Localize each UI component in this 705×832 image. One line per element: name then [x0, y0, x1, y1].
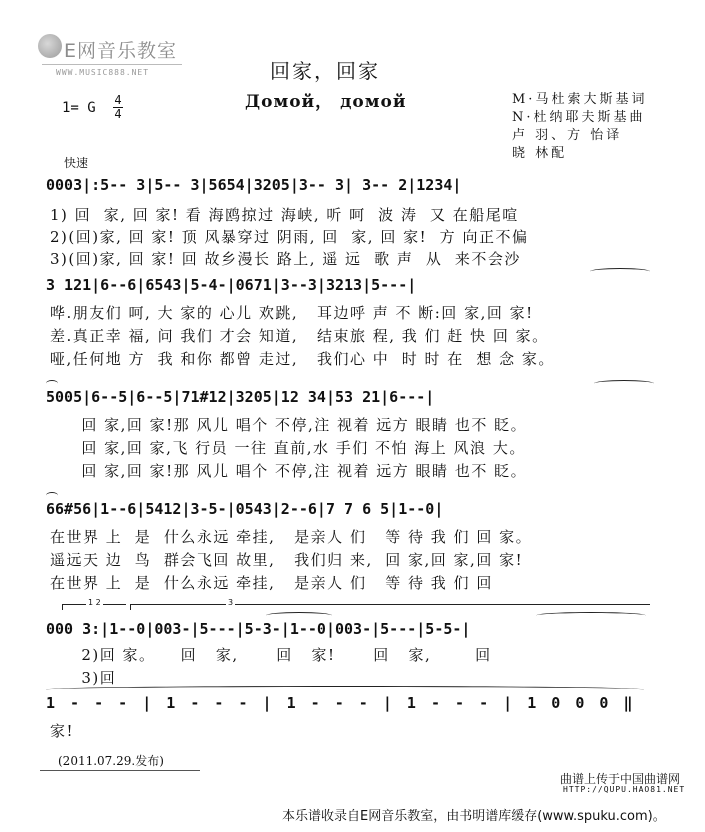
footer-divider	[40, 770, 200, 771]
volta-tick	[130, 604, 131, 610]
site-logo	[20, 28, 185, 80]
logo-url: WWW.MUSIC888.NET	[56, 68, 150, 77]
lyric-line: 家!	[50, 722, 75, 740]
lyric-line: 3)(回)家, 回 家! 回 故乡漫长 路上, 遥 远 歌 声 从 来不会沙	[50, 250, 521, 268]
lyric-line: 哗.朋友们 呵, 大 家的 心儿 欢跳, 耳边呼 声 不 断:回 家,回 家!	[50, 304, 534, 322]
tie-arc	[590, 268, 650, 275]
lyric-line: 在世界 上 是 什么永远 牵挂, 是亲人 们 等 待 我 们 回	[50, 574, 493, 592]
key-signature: 1= G	[62, 100, 96, 116]
tie-arc	[536, 612, 646, 619]
tempo-marking: 快速	[64, 156, 89, 170]
music-note-icon	[38, 34, 62, 58]
lyric-line: 哑,任何地 方 我 和你 都曾 走过, 我们心 中 时 时 在 想 念 家。	[50, 350, 555, 368]
tie-arc	[594, 380, 654, 387]
song-title: 回家，回家	[270, 59, 380, 83]
time-signature	[113, 94, 123, 121]
volta-bracket-3	[130, 604, 650, 605]
lyric-line: 回 家,回 家!那 风儿 唱个 不停,注 视着 远方 眼睛 也不 眨。	[50, 416, 528, 434]
notation-row-5: 000 3:|1--0|003-|5---|5-3-|1--0|003-|5---|5-5-|	[46, 620, 471, 638]
upload-url: HTTP://QUPU.HAO81.NET	[563, 785, 686, 794]
tie-arc	[46, 380, 58, 387]
lyric-line: 差.真正幸 福, 问 我们 才会 知道, 结束旅 程, 我 们 赶 快 回 家。	[50, 327, 549, 345]
lyric-line: 2)(回)家, 回 家! 顶 风暴穿过 阴雨, 回 家, 回 家! 方 向正不偏	[50, 228, 529, 246]
upload-credit: 曲谱上传于中国曲谱网	[560, 772, 681, 786]
notation-row-3: 5005|6--5|6--5|71#12|3205|12 34|53 21|6---|	[46, 388, 435, 406]
credit-lyricist: M·马杜索大斯基词	[512, 92, 648, 107]
song-subtitle: Домой， домой	[245, 92, 407, 112]
tie-arc	[46, 492, 58, 499]
lyric-line: 在世界 上 是 什么永远 牵挂, 是亲人 们 等 待 我 们 回 家。	[50, 528, 533, 546]
lyric-line: 3)回	[50, 669, 117, 687]
lyric-line: 1) 回 家, 回 家! 看 海鸥掠过 海峡, 听 呵 波 涛 又 在船尾喧	[50, 206, 519, 224]
tie-arc	[46, 686, 644, 693]
volta-label: 1 2	[88, 598, 101, 607]
logo-name: E网音乐教室	[64, 40, 178, 62]
volta-label: 3	[228, 598, 234, 607]
notation-row-1: 0003|:5-- 3|5-- 3|5654|3205|3-- 3| 3-- 2|1234|	[46, 176, 462, 194]
tie-arc	[266, 612, 332, 619]
notation-row-2: 3 121|6--6|6543|5-4-|0671|3--3|3213|5---|	[46, 276, 417, 294]
notation-row-6: 1 - - - | 1 - - - | 1 - - - | 1 - - - | 1 0 0 0 ‖	[46, 694, 636, 712]
meter-top: 4	[114, 93, 122, 107]
notation-row-4: 66#56|1--6|5412|3-5-|0543|2--6|7 7 6 5|1--0|	[46, 500, 444, 518]
publish-date: (2011.07.29.发布)	[58, 754, 164, 768]
credit-composer: N·杜纳耶夫斯基曲	[512, 110, 646, 125]
lyric-line: 2)回 家。 回 家, 回 家! 回 家, 回	[50, 646, 492, 664]
lyric-line: 遥远天 边 鸟 群会飞回 故里, 我们归 来, 回 家,回 家,回 家!	[50, 551, 524, 569]
meter-bottom: 4	[114, 107, 122, 121]
volta-tick	[62, 604, 63, 610]
credit-arranger: 晓 林配	[512, 146, 568, 161]
lyric-line: 回 家,回 家!那 风儿 唱个 不停,注 视着 远方 眼睛 也不 眨。	[50, 462, 528, 480]
lyric-line: 回 家,回 家,飞 行员 一往 直前,水 手们 不怕 海上 风浪 大。	[50, 439, 526, 457]
logo-divider	[42, 64, 182, 65]
credit-translator: 卢 羽、方 怡译	[512, 128, 623, 143]
source-note: 本乐谱收录自E网音乐教室，由书明谱库缓存(www.spuku.com)。	[282, 809, 666, 824]
